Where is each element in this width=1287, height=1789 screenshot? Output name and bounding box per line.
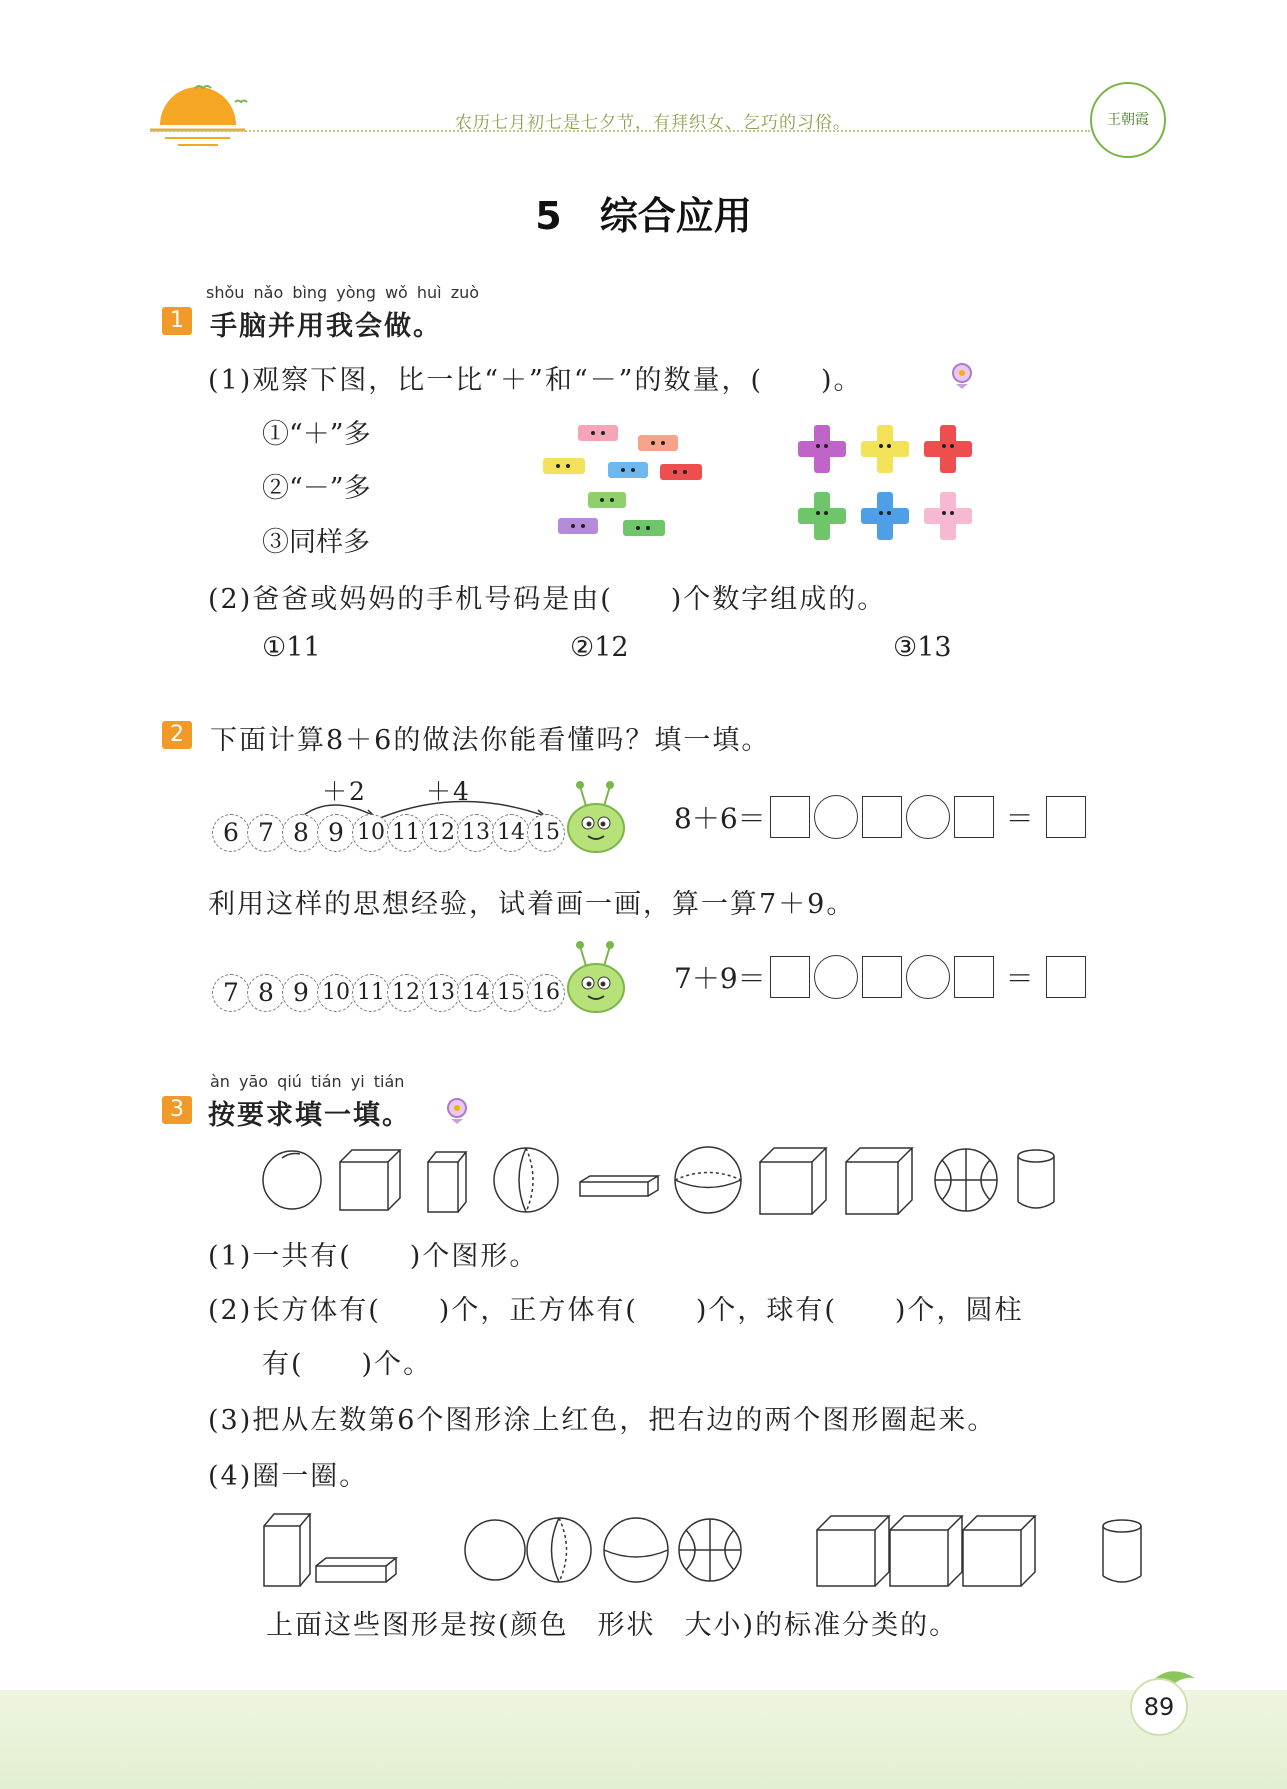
number-bead: 13 (457, 814, 495, 852)
answer-box[interactable] (770, 796, 810, 838)
number-bead: 12 (422, 814, 460, 852)
sec3-q2a: (2)长方体有( )个，正方体有( )个，球有( )个，圆柱 (208, 1295, 1024, 1326)
page-number: 89 (1130, 1678, 1188, 1736)
number-bead: 10 (317, 974, 355, 1012)
cube-shape (340, 1150, 400, 1210)
sec1-q1-option-2: ②“－”多 (262, 473, 371, 504)
caterpillar-head-icon (566, 938, 626, 1018)
cuboid-shape (316, 1558, 396, 1582)
result-box[interactable] (1046, 956, 1086, 998)
number-bead: 8 (282, 814, 320, 852)
sec1-pinyin: shǒu nǎo bìng yòng wǒ huì zuò (206, 283, 480, 302)
operator-circle[interactable] (906, 795, 950, 839)
number-bead: 9 (282, 974, 320, 1012)
number-bead: 10 (352, 814, 390, 852)
equation-2 (674, 955, 1086, 999)
header-tip: 农历七月初七是七夕节，有拜织女、乞巧的习俗。 (455, 113, 851, 133)
cube-shape (760, 1148, 826, 1214)
cuboid-shape (264, 1514, 310, 1586)
sec1-q2-option-3: ③13 (893, 632, 952, 663)
cuboid-shape (580, 1176, 658, 1196)
sec2-line2: 利用这样的思想经验，试着画一画，算一算7＋9。 (208, 889, 856, 920)
page-title: 5 综合应用 (535, 194, 752, 238)
brand-logo: 王朝霞 (1090, 82, 1166, 158)
grouped-shapes[interactable] (262, 1508, 1162, 1588)
number-bead: 6 (212, 814, 250, 852)
sec3-q3: (3)把从左数第6个图形涂上红色，把右边的两个图形圈起来。 (208, 1405, 997, 1436)
sec2-number: 2 (162, 721, 192, 749)
cylinder-shape (1018, 1150, 1054, 1208)
sphere-shape (604, 1518, 668, 1582)
sec3-q2b: 有( )个。 (262, 1349, 433, 1380)
operator-circle[interactable] (814, 955, 858, 999)
sec1-q1-option-1: ①“＋”多 (262, 419, 371, 450)
sphere-shape (465, 1520, 525, 1580)
answer-box[interactable] (862, 956, 902, 998)
sec1-q2: (2)爸爸或妈妈的手机号码是由( )个数字组成的。 (208, 584, 887, 615)
sec1-q2-option-1: ①11 (262, 632, 321, 663)
sphere-shape (494, 1148, 558, 1212)
answer-box[interactable] (954, 956, 994, 998)
equation-1 (674, 795, 1086, 839)
answer-box[interactable] (954, 796, 994, 838)
sunset-logo (150, 80, 250, 150)
number-bead: 7 (212, 974, 250, 1012)
cuboid-shape (428, 1152, 466, 1212)
equation-1-label: 8＋6＝ (674, 802, 766, 835)
number-bead: 16 (527, 974, 565, 1012)
footer-band (0, 1690, 1287, 1789)
sec1-q1-option-3: ③同样多 (262, 527, 370, 558)
number-bead: 13 (422, 974, 460, 1012)
arc-label-plus2: ＋2 (322, 777, 367, 806)
sec1-heading: 手脑并用我会做。 (210, 311, 442, 342)
sec1-q2-option-2: ②12 (570, 632, 629, 663)
cube-shape (963, 1516, 1035, 1586)
equation-2-label: 7＋9＝ (674, 962, 766, 995)
sec3-pinyin: àn yāo qiú tián yi tián (210, 1072, 405, 1091)
number-bead: 12 (387, 974, 425, 1012)
number-bead: 11 (387, 814, 425, 852)
solid-shapes-row (260, 1140, 1060, 1220)
sec3-q4: (4)圈一圈。 (208, 1461, 369, 1492)
cube-shape (890, 1516, 962, 1586)
cylinder-shape (1103, 1520, 1141, 1582)
caterpillar-head-icon (566, 778, 626, 858)
answer-box[interactable] (770, 956, 810, 998)
number-bead: 15 (527, 814, 565, 852)
ball-shape (935, 1149, 997, 1211)
arc-label-plus4: ＋4 (426, 777, 471, 806)
sec1-number: 1 (162, 307, 192, 335)
plus-signs-illustration (790, 420, 980, 550)
hint-pin-icon (950, 362, 974, 390)
sphere-shape (263, 1151, 321, 1209)
result-box[interactable] (1046, 796, 1086, 838)
number-bead: 8 (247, 974, 285, 1012)
number-bead: 11 (352, 974, 390, 1012)
operator-circle[interactable] (906, 955, 950, 999)
cube-shape (846, 1148, 912, 1214)
ball-shape (679, 1519, 741, 1581)
sphere-shape (527, 1518, 591, 1582)
equals-sign: ＝ (1005, 962, 1034, 995)
operator-circle[interactable] (814, 795, 858, 839)
sec3-number: 3 (162, 1096, 192, 1124)
answer-box[interactable] (862, 796, 902, 838)
number-bead: 14 (457, 974, 495, 1012)
cube-shape (817, 1516, 889, 1586)
sec3-q5: 上面这些图形是按(颜色 形状 大小)的标准分类的。 (266, 1610, 959, 1641)
number-bead: 7 (247, 814, 285, 852)
sec1-q1: (1)观察下图，比一比“＋”和“－”的数量，( )。 (208, 365, 863, 396)
sec2-heading: 下面计算8＋6的做法你能看懂吗？填一填。 (210, 725, 771, 756)
number-bead: 14 (492, 814, 530, 852)
equals-sign: ＝ (1005, 802, 1034, 835)
sphere-shape (675, 1147, 741, 1213)
number-bead: 15 (492, 974, 530, 1012)
sec3-heading: 按要求填一填。 (208, 1100, 411, 1131)
hint-pin-icon (445, 1097, 469, 1125)
sec3-q1: (1)一共有( )个图形。 (208, 1241, 539, 1272)
number-bead: 9 (317, 814, 355, 852)
minus-signs-illustration (538, 420, 718, 550)
